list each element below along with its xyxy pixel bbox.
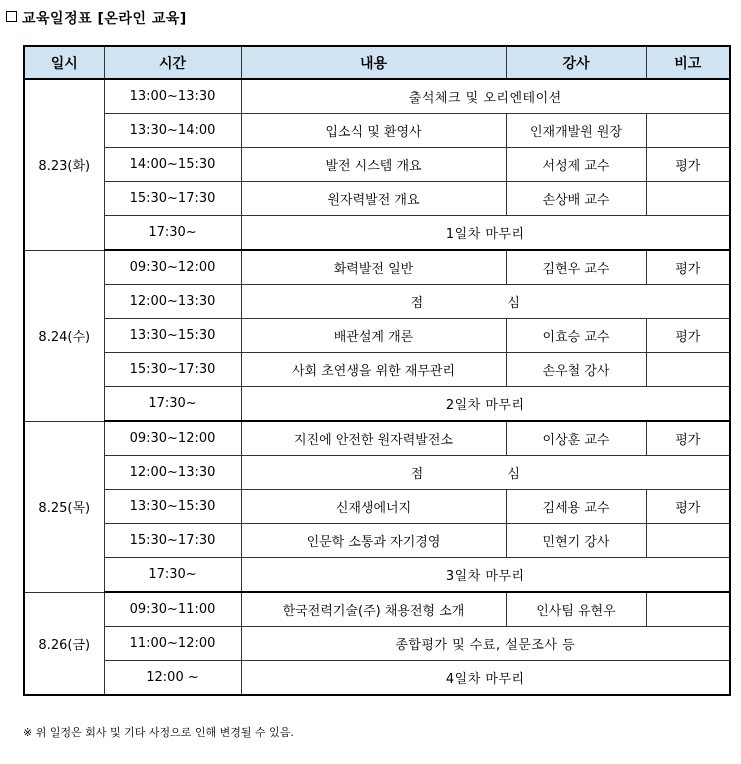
cell-time: 11:00~12:00 — [104, 627, 241, 661]
cell-time: 09:30~12:00 — [104, 421, 241, 456]
cell-instructor: 이상훈 교수 — [506, 421, 646, 456]
cell-time: 13:30~15:30 — [104, 319, 241, 353]
cell-content: 신재생에너지 — [241, 490, 506, 524]
table-row — [24, 661, 730, 696]
cell-time: 12:00 ~ — [104, 661, 241, 696]
cell-content: 4일차 마무리 — [241, 661, 730, 696]
cell-content: 발전 시스템 개요 — [241, 148, 506, 182]
cell-content: 인문학 소통과 자기경영 — [241, 524, 506, 558]
table-row — [24, 114, 730, 148]
cell-time: 15:30~17:30 — [104, 182, 241, 216]
cell-time: 13:30~15:30 — [104, 490, 241, 524]
cell-instructor: 서성제 교수 — [506, 148, 646, 182]
cell-note: 평가 — [646, 319, 730, 353]
cell-time: 15:30~17:30 — [104, 524, 241, 558]
table-row — [24, 558, 730, 593]
header-instructor: 강사 — [506, 46, 646, 79]
cell-content: 점 심 — [241, 456, 730, 490]
cell-content: 1일차 마무리 — [241, 216, 730, 251]
table-row — [24, 456, 730, 490]
table-row — [24, 592, 730, 627]
cell-date: 8.25(목) — [24, 421, 104, 592]
cell-content: 지진에 안전한 원자력발전소 — [241, 421, 506, 456]
cell-time: 09:30~11:00 — [104, 592, 241, 627]
cell-content: 점 심 — [241, 285, 730, 319]
footnote: ※ 위 일정은 회사 및 기타 사정으로 인해 변경될 수 있음. — [23, 726, 294, 739]
cell-instructor: 민현기 강사 — [506, 524, 646, 558]
table-row — [24, 250, 730, 285]
table-row — [24, 319, 730, 353]
cell-instructor: 손우철 강사 — [506, 353, 646, 387]
cell-time: 14:00~15:30 — [104, 148, 241, 182]
cell-note — [646, 592, 730, 627]
cell-content: 출석체크 및 오리엔테이션 — [241, 79, 730, 114]
table-row — [24, 148, 730, 182]
header-date: 일시 — [24, 46, 104, 79]
table-row — [24, 387, 730, 422]
cell-content: 입소식 및 환영사 — [241, 114, 506, 148]
cell-note — [646, 353, 730, 387]
table-row — [24, 421, 730, 456]
table-row — [24, 216, 730, 251]
schedule-table — [23, 45, 731, 696]
cell-date: 8.26(금) — [24, 592, 104, 695]
cell-instructor: 인사팀 유현우 — [506, 592, 646, 627]
table-body — [24, 79, 730, 695]
cell-time: 15:30~17:30 — [104, 353, 241, 387]
page-title-text: 교육일정표 [온라인 교육] — [22, 11, 187, 27]
page-title — [6, 8, 187, 28]
cell-instructor: 이효승 교수 — [506, 319, 646, 353]
cell-time: 17:30~ — [104, 216, 241, 251]
cell-instructor: 김현우 교수 — [506, 250, 646, 285]
cell-note: 평가 — [646, 250, 730, 285]
cell-content: 배관설계 개론 — [241, 319, 506, 353]
cell-note — [646, 524, 730, 558]
table-row — [24, 182, 730, 216]
cell-instructor: 손상배 교수 — [506, 182, 646, 216]
header-note: 비고 — [646, 46, 730, 79]
table-row — [24, 285, 730, 319]
cell-time: 13:30~14:00 — [104, 114, 241, 148]
table-row — [24, 524, 730, 558]
cell-content: 2일차 마무리 — [241, 387, 730, 422]
cell-content: 원자력발전 개요 — [241, 182, 506, 216]
cell-content: 한국전력기술(주) 채용전형 소개 — [241, 592, 506, 627]
cell-note: 평가 — [646, 490, 730, 524]
cell-content: 종합평가 및 수료, 설문조사 등 — [241, 627, 730, 661]
header-time: 시간 — [104, 46, 241, 79]
table-row — [24, 353, 730, 387]
table-header — [24, 46, 730, 79]
cell-time: 12:00~13:30 — [104, 456, 241, 490]
cell-time: 09:30~12:00 — [104, 250, 241, 285]
cell-content: 3일차 마무리 — [241, 558, 730, 593]
cell-time: 17:30~ — [104, 558, 241, 593]
header-content: 내용 — [241, 46, 506, 79]
cell-note: 평가 — [646, 148, 730, 182]
cell-instructor: 인재개발원 원장 — [506, 114, 646, 148]
cell-time: 13:00~13:30 — [104, 79, 241, 114]
table-row — [24, 490, 730, 524]
cell-time: 17:30~ — [104, 387, 241, 422]
table-row — [24, 79, 730, 114]
cell-content: 화력발전 일반 — [241, 250, 506, 285]
cell-instructor: 김세용 교수 — [506, 490, 646, 524]
cell-note — [646, 182, 730, 216]
cell-date: 8.23(화) — [24, 79, 104, 250]
cell-note: 평가 — [646, 421, 730, 456]
cell-time: 12:00~13:30 — [104, 285, 241, 319]
cell-note — [646, 114, 730, 148]
cell-content: 사회 초연생을 위한 재무관리 — [241, 353, 506, 387]
cell-date: 8.24(수) — [24, 250, 104, 421]
checkbox-square-icon — [6, 11, 17, 22]
table-row — [24, 627, 730, 661]
